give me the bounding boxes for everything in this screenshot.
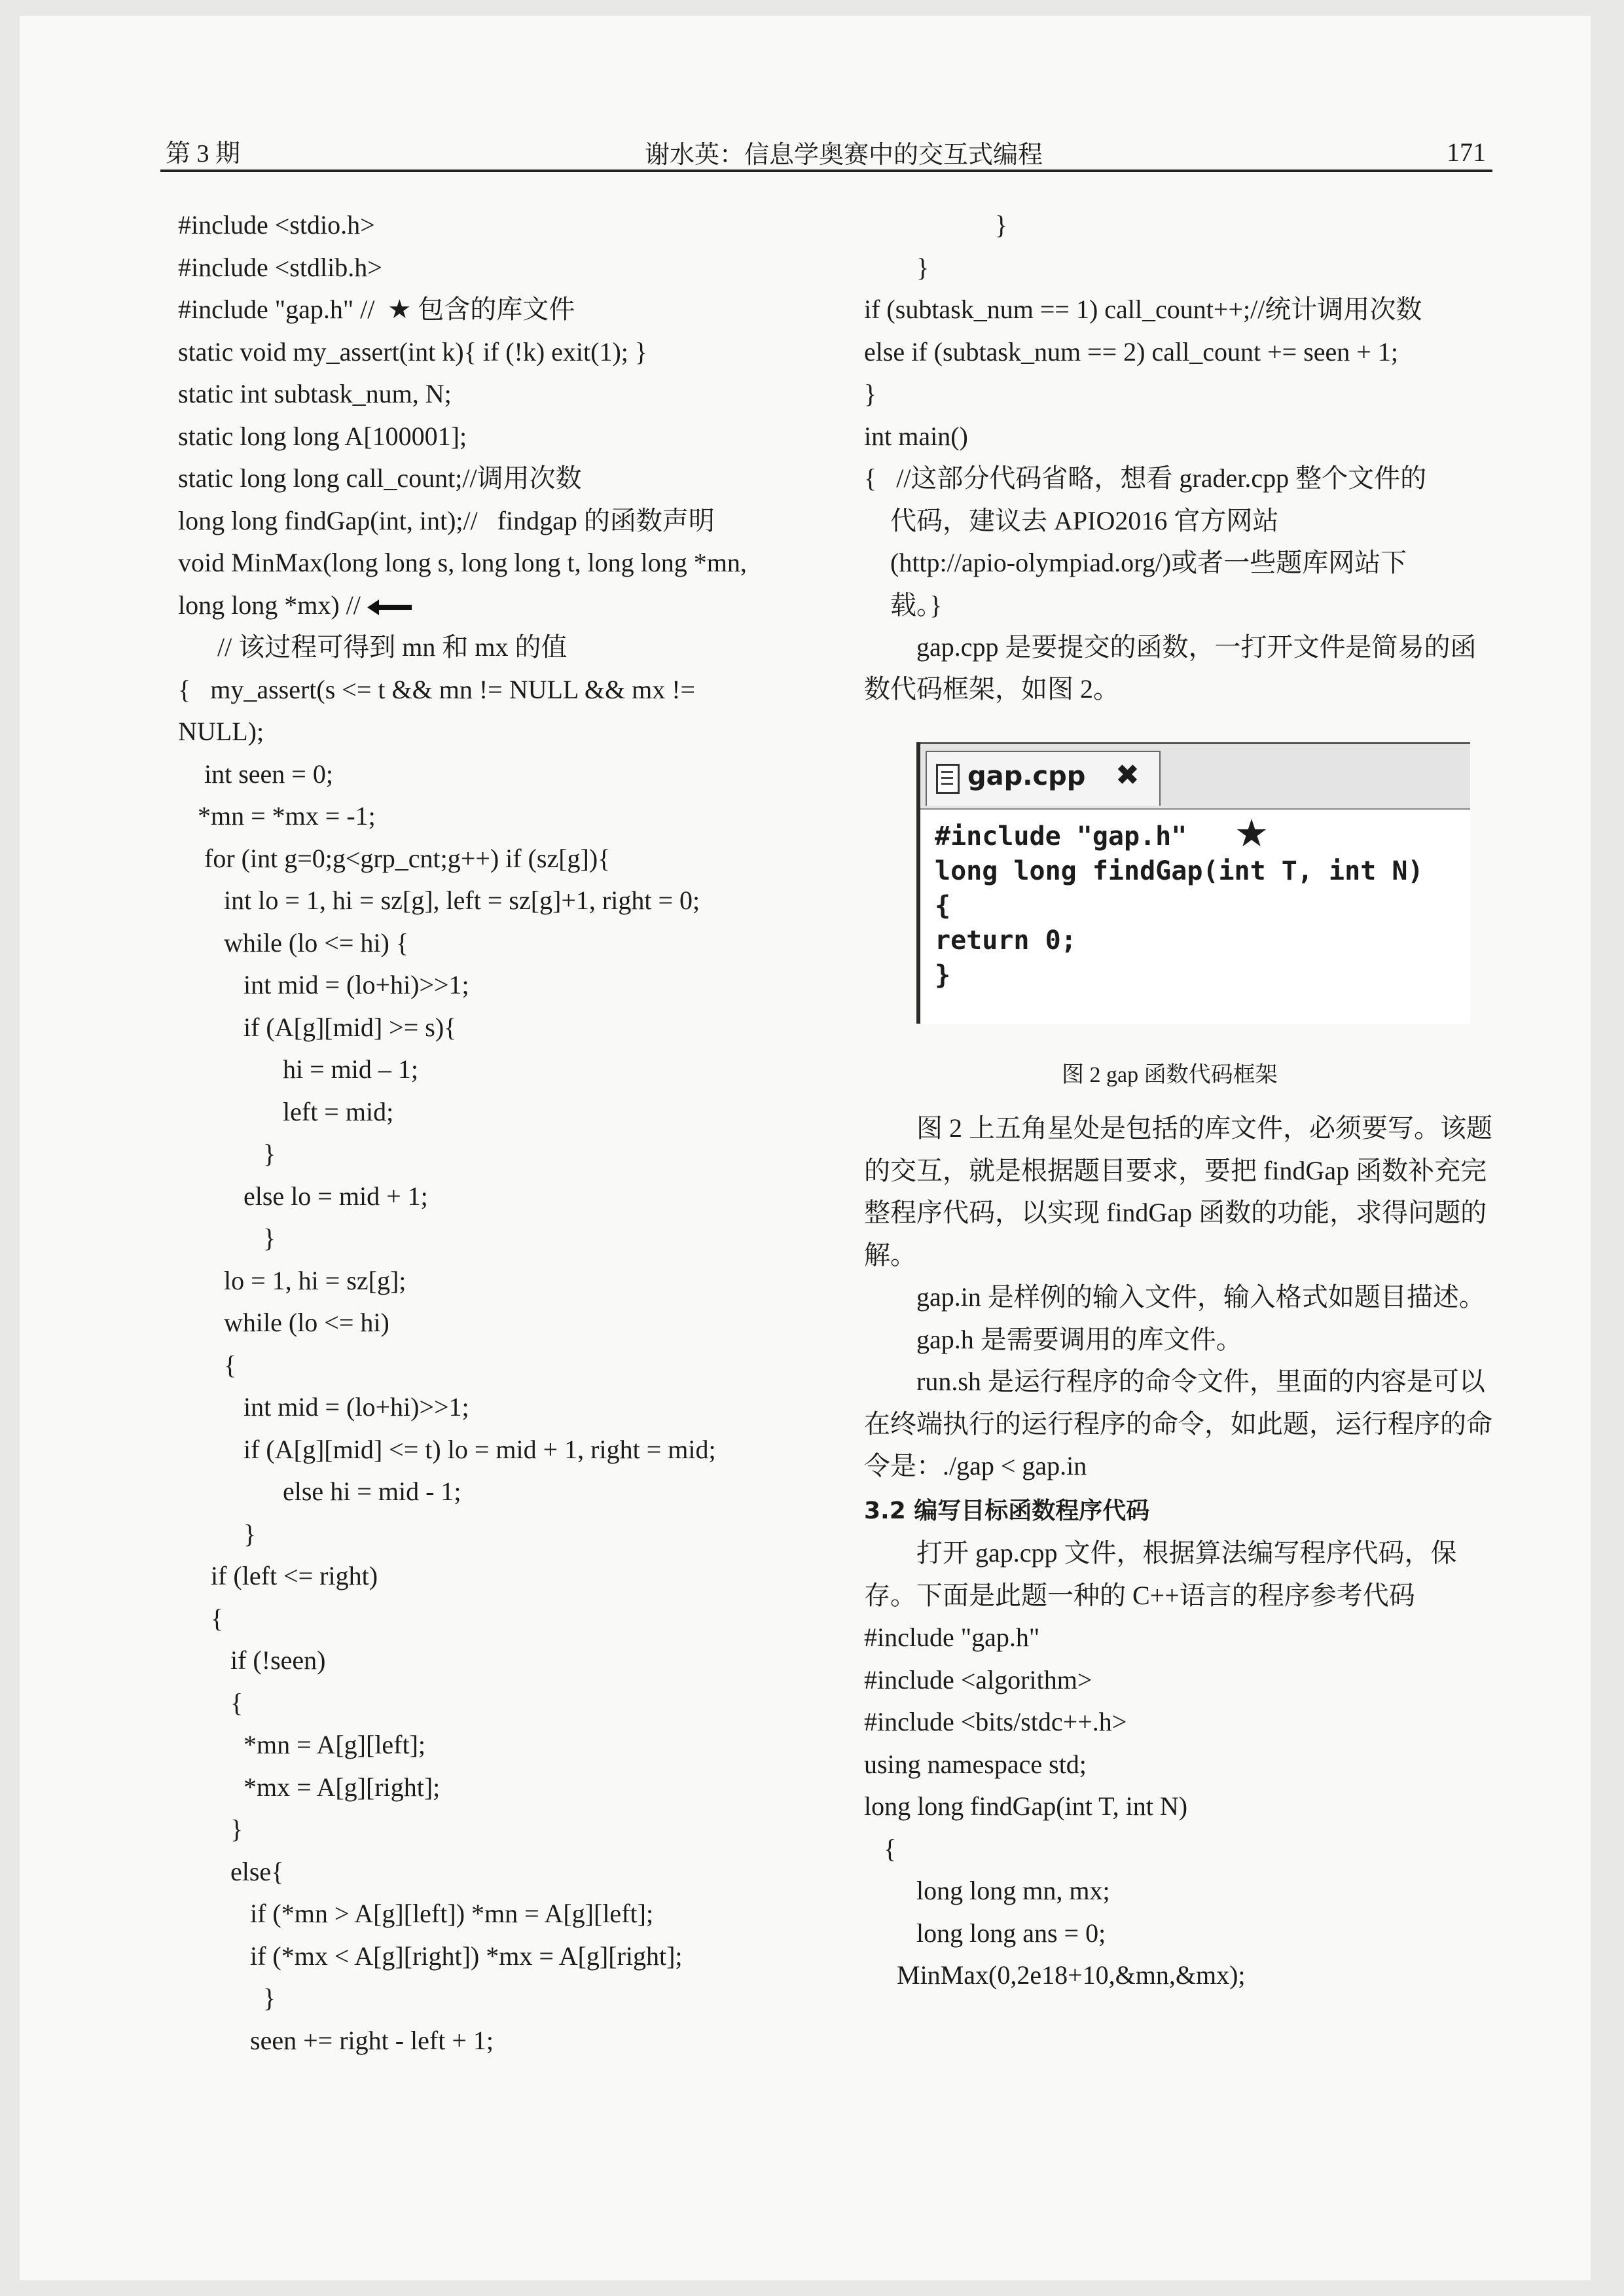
code-line: *mn = A[g][left]; — [178, 1730, 426, 1759]
code-line: *mn = *mx = -1; — [178, 801, 376, 831]
code-line: static void my_assert(int k){ if (!k) exit(1); } — [178, 336, 648, 367]
close-icon: ✖ — [1115, 759, 1140, 792]
code-line: else if (subtask_num == 2) call_count += seen + 1; — [864, 336, 1398, 367]
code-line: left = mid; — [178, 1096, 394, 1126]
paragraph-gapin: gap.in 是样例的输入文件，输入格式如题目描述。 — [916, 1282, 1485, 1312]
code-line: long long findGap(int T, int N) — [935, 856, 1424, 886]
code-line: while (lo <= hi) — [178, 1308, 389, 1337]
editor-tab-bar — [920, 742, 1470, 810]
code-line: } — [864, 210, 1008, 240]
paragraph-gapcpp: gap.cpp 是要提交的函数，一打开文件是简易的函数代码框架，如图 2。 — [864, 632, 1477, 704]
arrow-left-icon — [367, 599, 413, 616]
code-line: { — [864, 1833, 897, 1863]
tab-label: gap.cpp — [967, 761, 1086, 791]
code-line: long long findGap(int T, int N) — [864, 1791, 1188, 1821]
code-line: { — [178, 1603, 224, 1633]
code-line: using namespace std; — [864, 1749, 1087, 1779]
code-line: } — [864, 252, 929, 282]
figure-gap-editor — [916, 742, 1470, 1024]
code-line: { — [178, 1350, 237, 1380]
right-column — [864, 204, 1492, 710]
code-line: #include "gap.h" — [864, 1623, 1040, 1652]
code-line: #include <stdio.h> — [178, 210, 375, 240]
code-line: MinMax(0,2e18+10,&mn,&mx); — [864, 1960, 1246, 1990]
running-header — [160, 130, 1492, 172]
code-line: if (*mn > A[g][left]) *mn = A[g][left]; — [178, 1899, 654, 1928]
code-line: } — [178, 1814, 244, 1844]
code-line: #include <stdlib.h> — [178, 252, 382, 282]
code-line: } — [178, 1983, 276, 2013]
paragraph-star: 图 2 上五角星处是包括的库文件，必须要写。该题的交互，就是根据题目要求，要把 findGap 函数补充完整程序代码，以实现 findGap 函数的功能，求得问题的解。 — [864, 1113, 1492, 1270]
document-icon — [936, 764, 960, 794]
code-line: long long *mx) // — [178, 584, 806, 627]
paper-page — [20, 16, 1591, 2280]
code-line: } — [178, 1139, 276, 1168]
tab-gap-cpp — [926, 751, 1161, 806]
code-line: seen += right - left + 1; — [178, 2025, 494, 2055]
code-continuation — [864, 204, 1492, 626]
code-line: long long findGap(int, int);// findgap 的函数声明 — [178, 505, 715, 535]
code-line: static long long A[100001]; — [178, 421, 467, 451]
code-line: if (*mx < A[g][right]) *mx = A[g][right]; — [178, 1941, 683, 1971]
code-line: *mx = A[g][right]; — [178, 1772, 441, 1802]
code-line: #include <algorithm> — [864, 1664, 1092, 1695]
code-line: #include "gap.h" // ★ 包含的库文件 — [178, 295, 575, 324]
code-line: return 0; — [935, 925, 1077, 956]
code-line: } — [935, 960, 951, 990]
code-line: if (left <= right) — [178, 1561, 378, 1590]
code-line: } — [178, 1223, 276, 1253]
code-line: int mid = (lo+hi)>>1; — [178, 970, 469, 999]
article-title: 谢水英：信息学奥赛中的交互式编程 — [645, 141, 1043, 169]
code-line: #include <bits/stdc++.h> — [864, 1707, 1127, 1736]
code-line: else{ — [178, 1856, 284, 1886]
code-line: { my_assert(s <= t && mn != NULL && mx != — [178, 674, 696, 704]
code-line: long long ans = 0; — [864, 1918, 1106, 1948]
code-line: } — [178, 1518, 257, 1549]
left-column — [178, 204, 806, 2062]
code-line: if (A[g][mid] <= t) lo = mid + 1, right = mid; — [178, 1434, 716, 1464]
figure-caption: 图 2 gap 函数代码框架 — [1062, 1063, 1278, 1087]
code-listing-findgap — [864, 1617, 1492, 1997]
code-line: int mid = (lo+hi)>>1; — [178, 1392, 469, 1422]
code-line: while (lo <= hi) { — [178, 927, 409, 958]
code-line: int seen = 0; — [178, 759, 333, 789]
section-heading: 3.2 编写目标函数程序代码 — [864, 1497, 1150, 1524]
code-line: for (int g=0;g<grp_cnt;g++) if (sz[g]){ — [178, 843, 611, 873]
right-column-lower — [864, 1107, 1492, 1997]
code-line: hi = mid – 1; — [178, 1054, 419, 1084]
code-line: static long long call_count;//调用次数 — [178, 463, 582, 493]
paragraph-runsh: run.sh 是运行程序的命令文件，里面的内容是可以在终端执行的运行程序的命令，如此题，运行程序的命令是：./gap < gap.in — [864, 1367, 1492, 1480]
code-line: { — [178, 1687, 244, 1717]
code-line: { — [935, 891, 951, 921]
code-line: long long mn, mx; — [864, 1876, 1110, 1905]
editor-code — [935, 819, 1424, 993]
code-line: int main() — [864, 421, 968, 451]
code-line: 代码，建议去 APIO2016 官方网站 — [864, 505, 1279, 535]
code-line: lo = 1, hi = sz[g]; — [178, 1265, 406, 1295]
code-line: // 该过程可得到 mn 和 mx 的值 — [178, 632, 568, 662]
paragraph-gaph: gap.h 是需要调用的库文件。 — [916, 1324, 1242, 1354]
paragraph-open: 打开 gap.cpp 文件，根据算法编写程序代码，保存。下面是此题一种的 C++语言的程序参考代码 — [864, 1538, 1457, 1610]
code-line: else hi = mid - 1; — [178, 1477, 461, 1506]
code-line: else lo = mid + 1; — [178, 1181, 428, 1211]
code-line: static int subtask_num, N; — [178, 379, 452, 408]
code-line: if (!seen) — [178, 1645, 326, 1675]
code-line: void MinMax(long long s, long long t, long long *mn, — [178, 548, 747, 577]
code-line: } — [864, 379, 877, 408]
code-line: #include "gap.h" — [935, 821, 1187, 852]
star-icon: ★ — [1235, 811, 1269, 855]
issue-label: 第 3 期 — [166, 140, 241, 168]
code-line: int lo = 1, hi = sz[g], left = sz[g]+1, right = 0; — [178, 886, 700, 915]
code-line: if (subtask_num == 1) call_count++;//统计调用次数 — [864, 295, 1422, 324]
code-line: { //这部分代码省略，想看 grader.cpp 整个文件的 — [864, 463, 1427, 493]
code-line: if (A[g][mid] >= s){ — [178, 1012, 457, 1042]
code-line: 载。} — [864, 590, 943, 620]
code-line: NULL); — [178, 717, 264, 746]
page-number: 171 — [1447, 137, 1486, 167]
code-line: (http://apio-olympiad.org/)或者一些题库网站下 — [864, 548, 1407, 577]
